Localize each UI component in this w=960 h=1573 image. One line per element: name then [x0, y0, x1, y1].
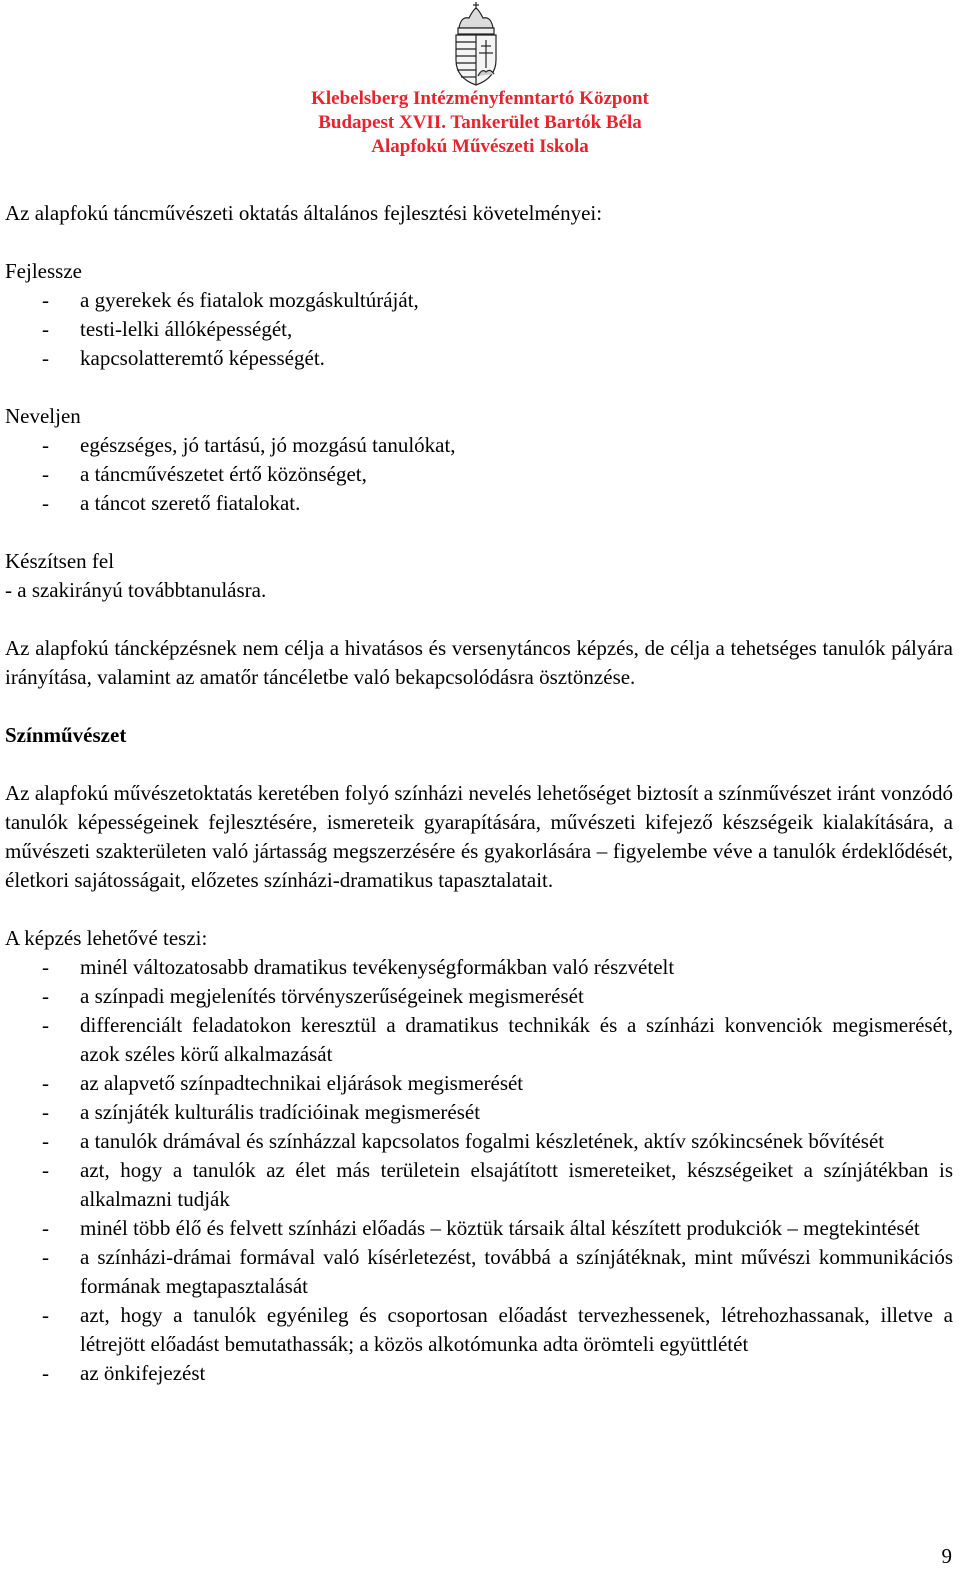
raise-list: [5, 431, 953, 518]
develop-list: [5, 286, 953, 373]
org-name-line-3: Alapfokú Művészeti Iskola: [371, 136, 589, 157]
org-name-line-1: Klebelsberg Intézményfenntartó Központ: [311, 88, 649, 109]
theatre-paragraph: Az alapfokú művészetoktatás keretében folyó színházi nevelés lehetőséget biztosít a színművészet iránt vonzódó tanulók képességeinek fejlesztésére, ismereteik gyarapítására, művészeti kifejező készségeik kialakítására, a művészeti szakterületen való jártasság megszerzésére és gyakorlására – figyelembe véve a tanulók érdeklődését, életkori sajátosságait, előzetes színházi-dramatikus tapasztalatait.: [5, 781, 953, 892]
list-item: - azt, hogy a tanulók az élet más területein elsajátított ismereteiket, készségeiket a színjátékban is alkalmazni tudják: [42, 1158, 953, 1211]
enables-list: [5, 953, 953, 1388]
list-item: - differenciált feladatokon keresztül a dramatikus technikák és a színházi konvenciók megismerését, azok széles körű alkalmazását: [42, 1013, 953, 1066]
list-item: - a gyerekek és fiatalok mozgáskultúráját,: [42, 288, 419, 312]
list-item: - a színházi-drámai formával való kísérletezést, továbbá a színjátéknak, mint művészi kommunikációs formának megtapasztalását: [42, 1245, 953, 1298]
theatre-heading: Színművészet: [5, 723, 127, 747]
prepare-title: Készítsen fel: [5, 549, 115, 573]
dance-intro: Az alapfokú táncművészeti oktatás általános fejlesztési követelményei:: [5, 201, 603, 225]
list-item: - az alapvető színpadtechnikai eljárások megismerését: [42, 1071, 524, 1095]
list-item: - egészséges, jó tartású, jó mozgású tanulókat,: [42, 433, 456, 457]
list-item: - a színpadi megjelenítés törvényszerűségeinek megismerését: [42, 984, 584, 1008]
page-number: 9: [941, 1544, 952, 1568]
document-header: [0, 0, 960, 170]
list-item: - a színjáték kulturális tradícióinak megismerését: [42, 1100, 481, 1124]
document-body: [5, 199, 953, 1388]
prepare-line: - a szakirányú továbbtanulásra.: [5, 578, 267, 602]
list-item: - azt, hogy a tanulók egyénileg és csoportosan előadást tervezhessenek, létrehozhassanak, illetve a létrejött előadást bemutathassák; a közös alkotómunka adta örömteli együttlétét: [42, 1303, 953, 1356]
enables-title: A képzés lehetővé teszi:: [5, 926, 208, 950]
list-item: - minél változatosabb dramatikus tevékenységformákban való részvételt: [42, 955, 675, 979]
list-item: - a tanulók drámával és színházzal kapcsolatos fogalmi készletének, aktív szókincsének bővítését: [42, 1129, 885, 1153]
list-item: - testi-lelki állóképességét,: [42, 317, 293, 341]
develop-title: Fejlessze: [5, 259, 82, 283]
dance-goal-paragraph: Az alapfokú táncképzésnek nem célja a hivatásos és versenytáncos képzés, de célja a tehetséges tanulók pályára irányítása, valamint az amatőr táncéletbe való bekapcsolódásra ösztönzése.: [5, 636, 953, 689]
list-item: - a táncművészetet értő közönséget,: [42, 462, 367, 486]
hungarian-coat-of-arms-icon: [447, 2, 505, 86]
list-item: - minél több élő és felvett színházi előadás – köztük társaik által készített produkciók – megtekintését: [42, 1216, 920, 1240]
list-item: - az önkifejezést: [42, 1361, 206, 1385]
list-item: - a táncot szerető fiatalokat.: [42, 491, 301, 515]
org-name-line-2: Budapest XVII. Tankerület Bartók Béla: [318, 112, 642, 133]
raise-title: Neveljen: [5, 404, 81, 428]
list-item: - kapcsolatteremtő képességét.: [42, 346, 325, 370]
